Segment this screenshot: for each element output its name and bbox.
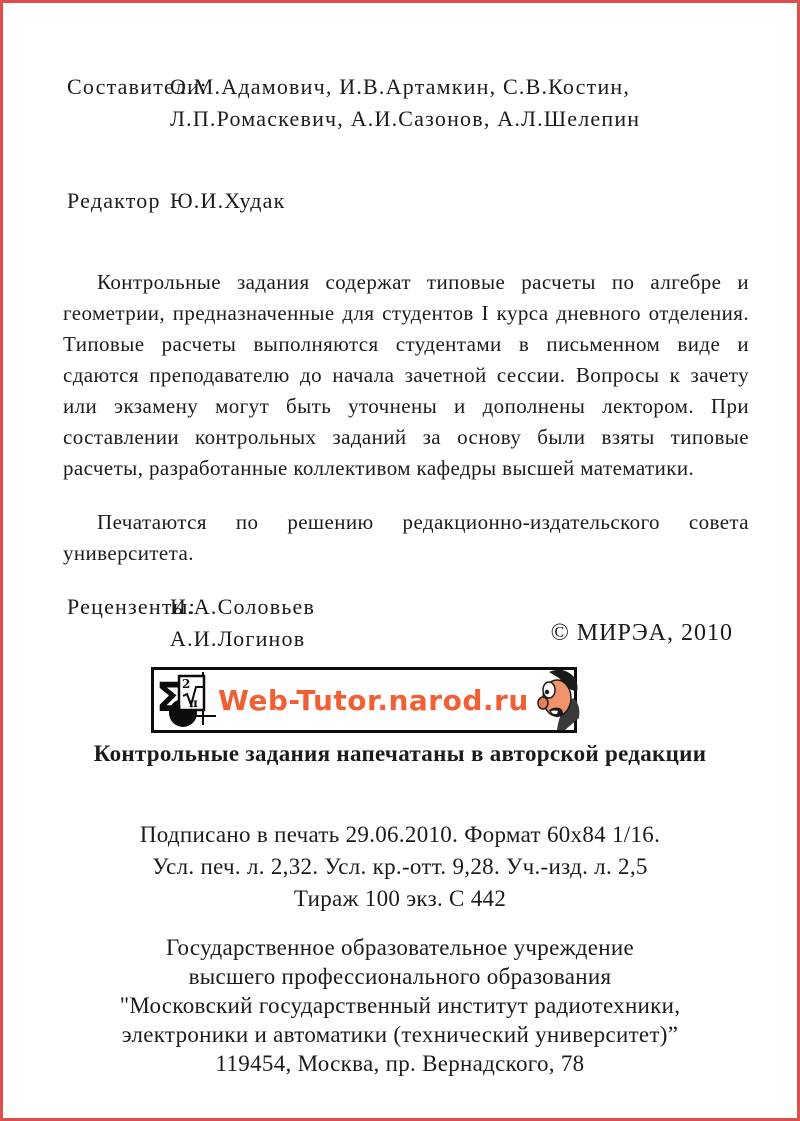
compilers-block (67, 71, 757, 135)
surprised-man-cartoon-icon (529, 670, 581, 730)
sigma-sqrt-pi-logo-icon (156, 671, 218, 729)
reviewers-block (67, 591, 487, 655)
publisher-line-5: 119454, Москва, пр. Вернадского, 78 (215, 1051, 585, 1076)
reviewer-1: И.А.Соловьев (170, 594, 316, 619)
svg-text:Σ: Σ (156, 675, 184, 721)
reviewers-label: Рецензенты: (67, 594, 196, 619)
copyright-line: © МИРЭА, 2010 (550, 620, 733, 646)
compilers-names (170, 71, 640, 135)
editor-label: Редактор (67, 188, 161, 213)
compilers-names-line2: Л.П.Ромаскевич, А.И.Сазонов, А.Л.Шелепин (170, 106, 641, 131)
reviewer-2: А.И.Логинов (170, 626, 306, 651)
compilers-label: Составители: (67, 74, 208, 99)
editor-name: Ю.И.Худак (170, 188, 286, 213)
publisher-line-2: высшего профессионального образования (188, 964, 612, 989)
web-tutor-url-text: Web-Tutor.narod.ru (218, 683, 529, 717)
reviewers-names (170, 591, 315, 655)
publisher-line-3: "Московский государственный институт радиотехники, (119, 993, 681, 1018)
web-tutor-banner (151, 667, 577, 733)
imprint-line-3: Тираж 100 экз. С 442 (293, 886, 507, 911)
abstract-paragraph (63, 267, 749, 484)
decision-paragraph (63, 507, 749, 569)
authors-edition-note: Контрольные задания напечатаны в авторской редакции (93, 741, 707, 766)
svg-text:2: 2 (182, 677, 191, 691)
publisher-line-1: Государственное образовательное учреждение (165, 935, 635, 960)
svg-text:π: π (189, 696, 198, 710)
publisher-block (3, 933, 797, 1078)
publisher-line-4: электроники и автоматики (технический университет)” (121, 1022, 679, 1047)
editor-block (67, 185, 757, 217)
compilers-names-line1: О.М.Адамович, И.В.Артамкин, С.В.Костин, (170, 74, 631, 99)
imprint-line-1: Подписано в печать 29.06.2010. Формат 60х84 1/16. (139, 822, 661, 847)
decision-text: Печатаются по решению редакционно-издательского совета университета. (63, 510, 749, 565)
abstract-text: Контрольные задания содержат типовые расчеты по алгебре и геометрии, предназначенные для студентов I курса дневного отделения. Типовые расчеты выполняются студентами в письменном виде и сдаются преподавателю до начала зачетной сессии. Вопросы к зачету или экзамену могут быть уточнены и дополнены лектором. При составлении контрольных заданий за основу были взяты типовые расчеты, разработанные коллективом кафедры высшей математики. (63, 270, 749, 480)
imprint-line-2: Усл. печ. л. 2,32. Усл. кр.-отт. 9,28. Уч.-изд. л. 2,5 (152, 854, 648, 879)
imprint-block (3, 819, 797, 915)
